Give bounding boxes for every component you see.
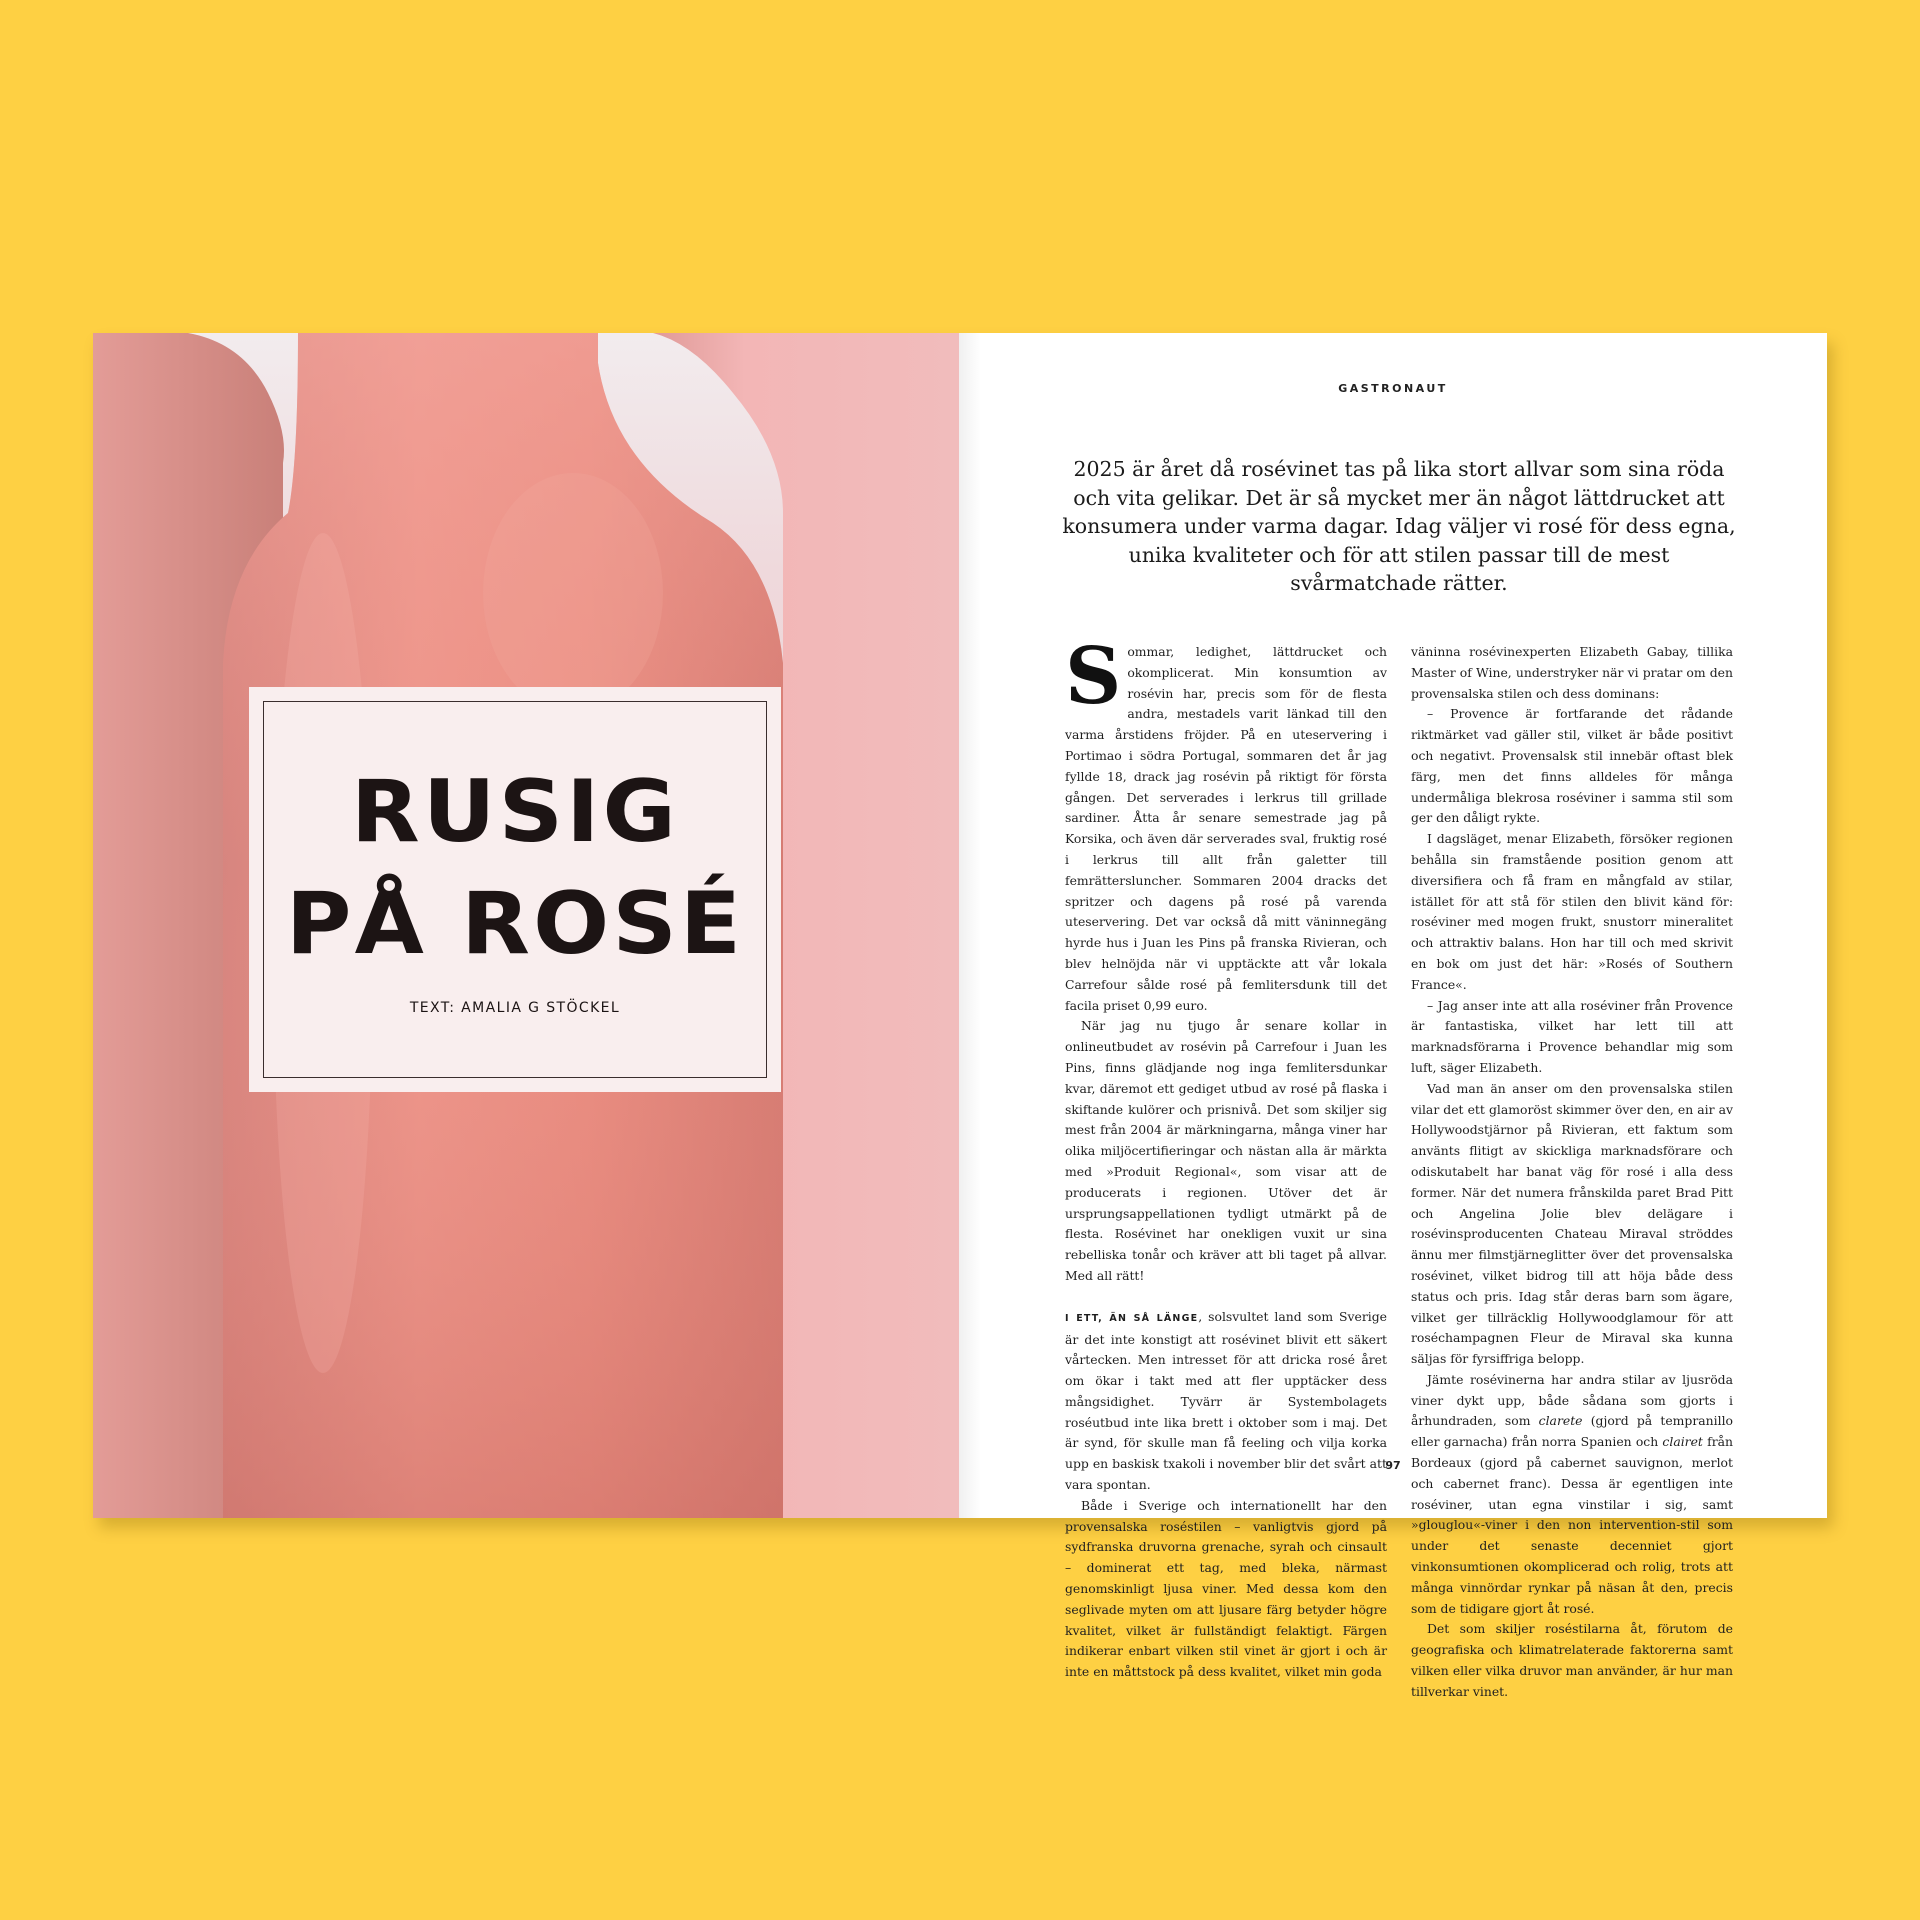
intro-paragraph: 2025 är året då rosévinet tas på lika stort allvar som sina röda och vita gelikar. Det är så mycket mer än något lättdrucket att konsumera under varma dagar. Idag väljer vi rosé för dess egna, unika kvaliteter och för att stilen passar till de mest svårmatchade rätter. — [1062, 457, 1736, 595]
right-page — [959, 333, 1827, 1699]
body-paragraph: – Jag anser inte att alla roséviner från Provence är fantastiska, vilket har lett till att marknadsförarna i Provence behandlar mig som luft, säger Elizabeth. — [1411, 997, 1733, 1075]
body-paragraph: – Provence är fortfarande det rådande riktmärket vad gäller stil, vilket är både positivt och negativt. Provensalsk stil innebär oftast blek färg, men det finns alldeles för många undermåliga blekrosa roséviner i samma stil som ger den dåligt rykte. — [1411, 706, 1733, 826]
body-paragraph: När jag nu tjugo år senare kollar in onlineutbudet av rosévin på Carrefour i Juan les Pins, finns glädjande nog inga femlitersdunkar kvar, däremot ett gediget utbud av rosé på flaska i skiftande kulörer och prisnivå. Det som skiljer sig mest från 2004 är märkningarna, många viner har olika miljöcertifieringar och nästan alla är märkta med »Produit Regional«, som visar att de producerats i regionen. Utöver det är ursprungsappellationen tydligt utmärkt på de flesta. Rosévinet har onekligen vuxit ur sina rebelliska tonår och kräver att bli taget på allvar. Med all rätt! — [1065, 1018, 1387, 1283]
left-page — [93, 333, 959, 1518]
body-paragraph: Både i Sverige och internationellt har den provensalska roséstilen – vanligtvis gjord på sydfranska druvorna grenache, syrah och cinsault – dominerat ett tag, med bleka, närmast genomskinligt ljusa viner. Med dessa kom den seglivade myten om att ljusare färg betyder högre kvalitet, vilket är fullständigt felaktigt. Färgen indikerar enbart vilken stil vinet är gjort i och är inte en måttstock på dess kvalitet, vilket min goda — [1065, 1497, 1387, 1680]
drop-cap: S — [1065, 631, 1122, 722]
byline: TEXT: AMALIA G STÖCKEL — [409, 1000, 621, 1016]
body-columns — [1065, 631, 1733, 1703]
body-paragraph: Sommar, ledighet, lättdrucket och okomplicerat. Min konsumtion av rosévin har, precis som för de flesta andra, mestadels varit länkad till den varma årstidens fröjder. På en uteservering i Portimao i södra Portugal, sommaren det år jag fyllde 18, drack jag rosévin på riktigt för första gången. Det serverades i lerkrus till grillade sardiner. Åtta år senare semestrade jag på Korsika, och även där serverades sval, fruktig rosé i lerkrus till allt från galetter till femrättersluncher. Sommaren 2004 dracks det spritzer och dagens på rosé på varenda uteservering. Det var också då mitt väninnegäng hyrde hus i Juan les Pins på franska Rivieran, och blev helnöjda när vi upptäckte att vår lokala Carrefour sålde rosé på femlitersdunk till det facila priset 0,99 euro. — [1065, 631, 1387, 1013]
body-paragraph: Det som skiljer roséstilarna åt, förutom de geografiska och klimatrelaterade faktorerna samt vilken eller vilka druvor man använder, är hur man tillverkar vinet. — [1411, 1621, 1733, 1699]
body-column-2 — [1411, 642, 1733, 1703]
title-card — [249, 687, 781, 1092]
page-number: 97 — [1385, 1459, 1401, 1472]
body-paragraph: I ETT, ÄN SÅ LÄNGE, solsvultet land som Sverige är det inte konstigt att rosévinet blivit ett säkert vårtecken. Men intresset för att dricka rosé året om ökar i takt med att fler upptäcker dess mångsidighet. Tyvärr är Systembolagets roséutbud inte lika brett i oktober som i maj. Det är synd, för skulle man få feeling och vilja korka upp en baskisk txakoli i november blir det svårt att vara spontan. — [1065, 1308, 1387, 1493]
article-title-line-1: RUSIG — [350, 762, 680, 862]
section-lead-in: I ETT, ÄN SÅ LÄNGE — [1065, 1312, 1199, 1324]
section-label: GASTRONAUT — [1338, 382, 1448, 395]
body-column-1 — [1065, 631, 1387, 1703]
body-paragraph: Jämte rosévinerna har andra stilar av ljusröda viner dykt upp, både sådana som gjorts i århundraden, som clarete (gjord på tempranillo eller garnacha) från norra Spanien och clairet från Bordeaux (gjord på cabernet sauvignon, merlot och cabernet franc). Dessa är egentligen inte roséviner, utan egna vinstilar i sig, samt »glouglou«-viner i den non intervention-stil som under det senaste decenniet gjort vinkonsumtionen okomplicerad och rolig, trots att många vinnördar rynkar på näsan åt den, precis som de tidigare gjort åt rosé. — [1411, 1371, 1733, 1616]
body-paragraph: väninna rosévinexperten Elizabeth Gabay, tillika Master of Wine, understryker när vi pratar om den provensalska stilen och dess dominans: — [1411, 644, 1733, 701]
magazine-spread — [93, 333, 1827, 1699]
article-title-line-2: PÅ ROSÉ — [285, 874, 745, 974]
body-paragraph: I dagsläget, menar Elizabeth, försöker regionen behålla sin framstående position genom att diversifiera och få fram en mångfald av stilar, istället för att stå för stilen den blivit känd för: roséviner med mogen frukt, snustorr mineralitet och attraktiv balans. Hon har till och med skrivit en bok om just det här: »Rosés of Southern France«. — [1411, 831, 1733, 992]
body-paragraph: Vad man än anser om den provensalska stilen vilar det ett glamoröst skimmer över den, en air av Hollywoodstjärnor på Rivieran, ett faktum som använts flitigt av skickliga marknadsförare och odiskutabelt har banat väg för rosé i alla dess former. När det numera frånskilda paret Brad Pitt och Angelina Jolie blev delägare i rosévinsproducenten Chateau Miraval ströddes ännu mer filmstjärneglitter över det provensalska rosévinet, vilket bidrog till att höja både dess status och pris. Idag står deras barn som ägare, vilket ger tillräcklig Hollywoodglamour för att roséchampagnen Fleur de Miraval ska kunna säljas för fyrsiffriga belopp. — [1411, 1080, 1733, 1367]
